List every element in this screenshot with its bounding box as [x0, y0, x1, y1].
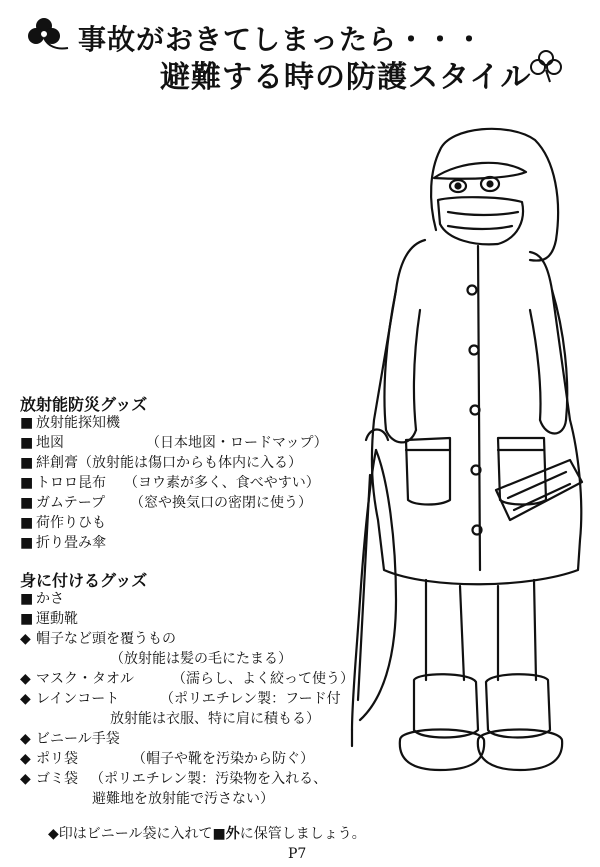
list-item: ◆ 帽子など頭を覆うもの — [20, 631, 176, 647]
protective-raincoat-figure-illustration — [330, 120, 592, 810]
section-heading-disaster-goods: 放射能防災グッズ — [20, 395, 148, 414]
list-item: ◆ ビニール手袋 — [20, 731, 120, 747]
list-item: ■ 荷作りひも — [20, 515, 106, 531]
list-item: ■ 放射能探知機 — [20, 415, 120, 431]
list-item: ◆ レインコート （ポリエチレン製：フード付 — [20, 691, 341, 707]
list-item: ◆ ポリ袋 （帽子や靴を汚染から防ぐ） — [20, 751, 314, 767]
clover-icon — [528, 48, 564, 84]
list-item: ■ かさ — [20, 591, 64, 607]
list-item: ■ 地図 （日本地図・ロードマップ） — [20, 435, 328, 451]
section-heading-wearable-goods: 身に付けるグッズ — [20, 571, 148, 590]
clover-icon — [22, 14, 74, 54]
list-item: ◆ マスク・タオル （濡らし、よく絞って使う） — [20, 671, 354, 687]
list-item: ■ 運動靴 — [20, 611, 78, 627]
list-item: ■ ガムテープ （窓や換気口の密閉に使う） — [20, 495, 312, 511]
page-title-line1: 事故がおきてしまったら・・・ — [78, 23, 485, 56]
footer-note: ◆印はビニール袋に入れて■外に保管しましょう。 — [48, 826, 366, 842]
list-item: ■ トロロ昆布 （ヨウ素が多く、食べやすい） — [20, 475, 320, 491]
list-item: 避難地を放射能で汚さない） — [92, 791, 274, 807]
page-title-line2: 避難する時の防護スタイル — [160, 60, 532, 95]
list-item: 放射能は衣服、特に肩に積もる） — [110, 711, 320, 727]
list-item: ■ 折り畳み傘 — [20, 535, 106, 551]
list-item: （放射能は髪の毛にたまる） — [110, 651, 292, 667]
list-item: ■ 絆創膏（放射能は傷口からも体内に入る） — [20, 455, 302, 471]
list-item: ◆ ゴミ袋 （ポリエチレン製：汚染物を入れる、 — [20, 771, 328, 787]
page-number: P7 — [288, 846, 307, 862]
